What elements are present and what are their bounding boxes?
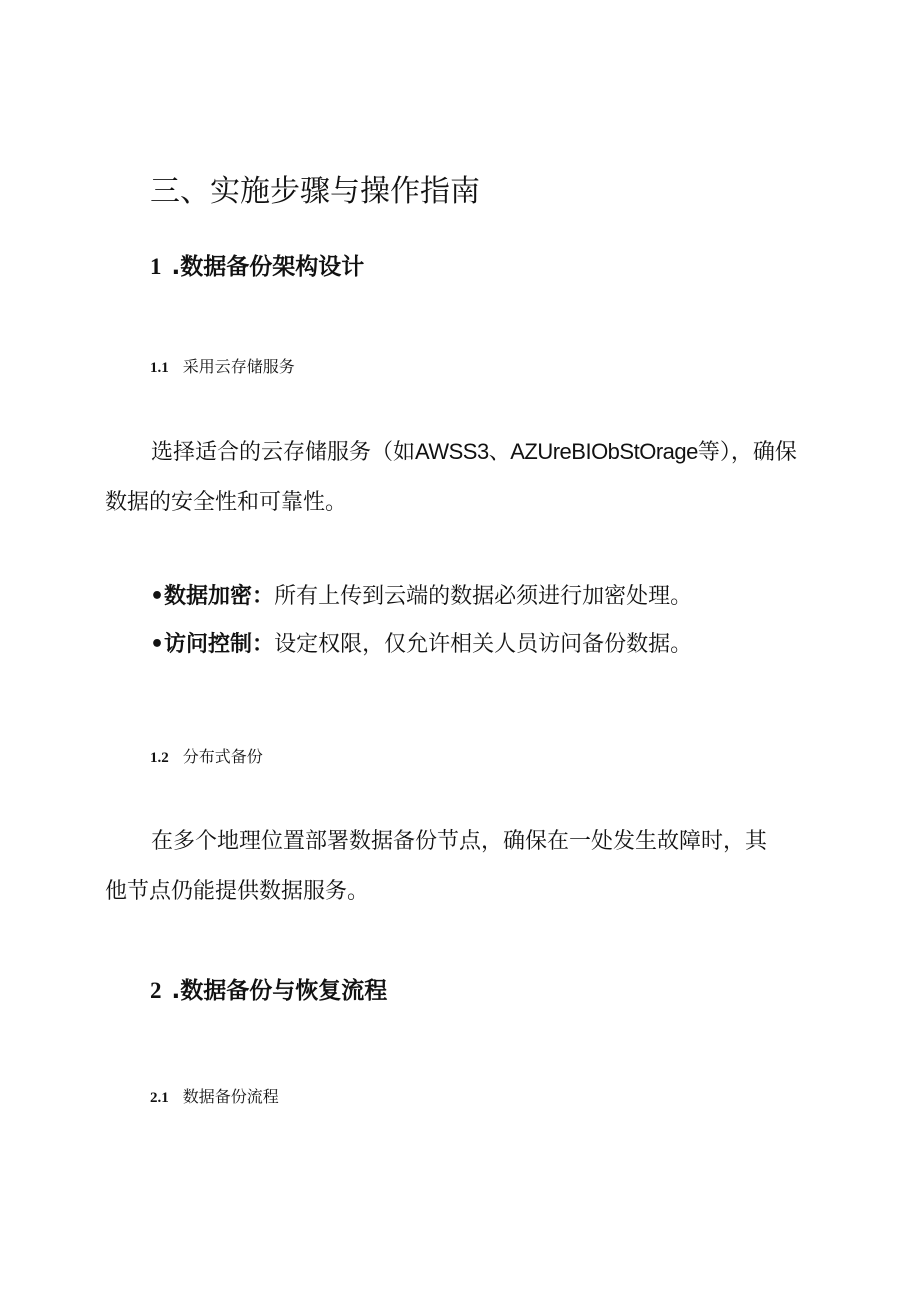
paragraph-2-line-1: 在多个地理位置部署数据备份节点，确保在一处发生故障时，其 bbox=[151, 829, 768, 854]
heading-1 bbox=[150, 248, 364, 281]
section-title: 三、实施步骤与操作指南 bbox=[150, 174, 480, 209]
subheading-2-1-text: 数据备份流程 bbox=[182, 1087, 279, 1106]
heading-2-text: .数据备份与恢复流程 bbox=[171, 978, 388, 1004]
paragraph-1-line-1 bbox=[105, 427, 797, 478]
bullet-text: 所有上传到云端的数据必须进行加密处理。 bbox=[274, 584, 693, 609]
heading-2-number: 2 bbox=[150, 978, 162, 1003]
subheading-1-2-text: 分布式备份 bbox=[182, 747, 263, 766]
bullet-label: •访问控制： bbox=[150, 632, 275, 657]
paragraph-1-text-b: 等），确保 bbox=[697, 440, 797, 465]
bullet-item bbox=[150, 620, 692, 670]
subheading-1-1-text: 采用云存储服务 bbox=[182, 357, 295, 376]
paragraph-1 bbox=[105, 427, 797, 528]
bullet-text: 设定权限，仅允许相关人员访问备份数据。 bbox=[274, 632, 693, 657]
bullet-label: •数据加密： bbox=[150, 584, 275, 609]
subheading-2-1 bbox=[150, 1084, 279, 1107]
heading-2 bbox=[150, 972, 387, 1005]
bullet-item bbox=[150, 572, 692, 622]
subheading-1-2-number: 1.2 bbox=[150, 750, 169, 766]
heading-1-number: 1 bbox=[150, 254, 162, 279]
paragraph-1-code: AWSS3、AZUreBIObStOrage bbox=[415, 439, 698, 464]
subheading-1-1-number: 1.1 bbox=[150, 360, 169, 376]
paragraph-2 bbox=[105, 817, 767, 917]
subheading-2-1-number: 2.1 bbox=[150, 1090, 169, 1106]
paragraph-1-text-a: 选择适合的云存储服务（如 bbox=[151, 440, 416, 465]
heading-1-text: .数据备份架构设计 bbox=[171, 254, 365, 280]
paragraph-2-line-2: 他节点仍能提供数据服务。 bbox=[105, 879, 370, 904]
paragraph-1-line-2: 数据的安全性和可靠性。 bbox=[105, 490, 348, 515]
subheading-1-1 bbox=[150, 354, 295, 377]
subheading-1-2 bbox=[150, 744, 263, 767]
